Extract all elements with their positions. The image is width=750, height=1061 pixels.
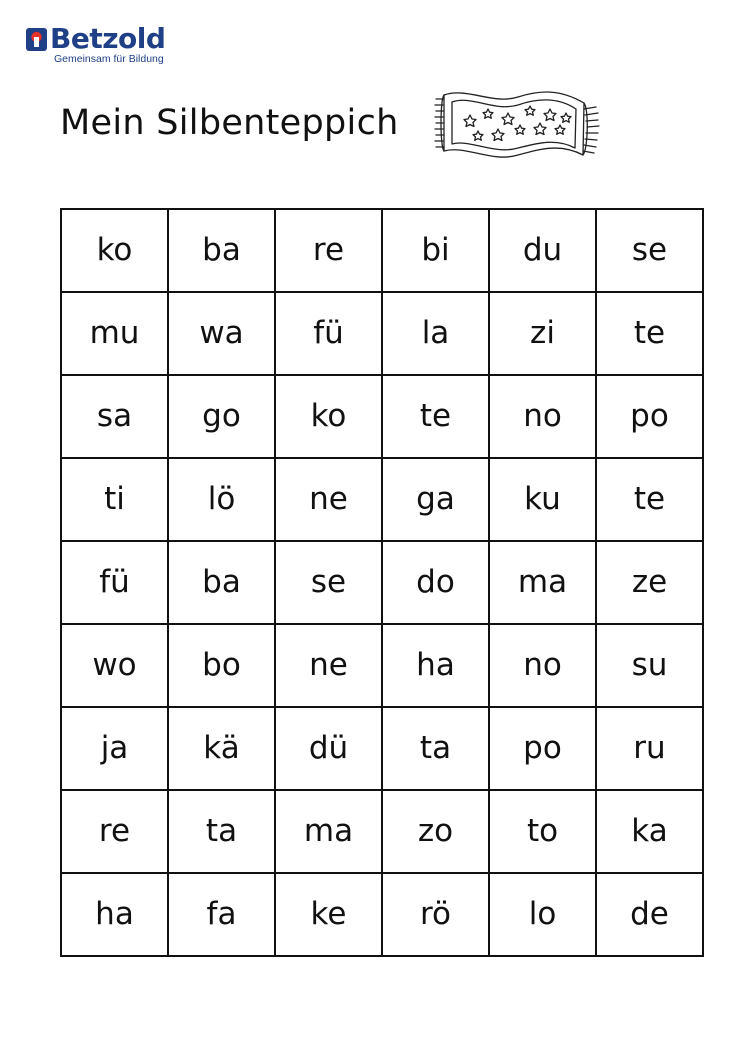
page-title: Mein Silbenteppich bbox=[60, 103, 399, 143]
syllable-cell: do bbox=[382, 541, 489, 624]
brand-name: Betzold bbox=[50, 22, 166, 55]
syllable-cell: no bbox=[489, 624, 596, 707]
syllable-cell: zo bbox=[382, 790, 489, 873]
syllable-cell: ha bbox=[382, 624, 489, 707]
syllable-cell: zi bbox=[489, 292, 596, 375]
syllable-cell: po bbox=[596, 375, 703, 458]
syllable-cell: bi bbox=[382, 209, 489, 292]
syllable-cell: ze bbox=[596, 541, 703, 624]
syllable-cell: ma bbox=[275, 790, 382, 873]
syllable-cell: fa bbox=[168, 873, 275, 956]
syllable-cell: ne bbox=[275, 458, 382, 541]
grid-row bbox=[61, 624, 703, 707]
syllable-cell: go bbox=[168, 375, 275, 458]
syllable-cell: ko bbox=[275, 375, 382, 458]
syllable-cell: ke bbox=[275, 873, 382, 956]
syllable-cell: kä bbox=[168, 707, 275, 790]
syllable-cell: ba bbox=[168, 209, 275, 292]
syllable-cell: mu bbox=[61, 292, 168, 375]
syllable-cell: ta bbox=[168, 790, 275, 873]
syllable-cell: ti bbox=[61, 458, 168, 541]
syllable-cell: te bbox=[596, 458, 703, 541]
syllable-cell: ja bbox=[61, 707, 168, 790]
syllable-cell: ba bbox=[168, 541, 275, 624]
syllable-cell: du bbox=[489, 209, 596, 292]
grid-row bbox=[61, 707, 703, 790]
syllable-cell: ne bbox=[275, 624, 382, 707]
syllable-grid bbox=[60, 208, 704, 957]
syllable-cell: se bbox=[275, 541, 382, 624]
grid-row bbox=[61, 209, 703, 292]
syllable-cell: ku bbox=[489, 458, 596, 541]
grid-row bbox=[61, 790, 703, 873]
syllable-cell: sa bbox=[61, 375, 168, 458]
brand-tagline: Gemeinsam für Bildung bbox=[54, 53, 164, 65]
syllable-cell: lo bbox=[489, 873, 596, 956]
syllable-cell: ko bbox=[61, 209, 168, 292]
syllable-cell: re bbox=[275, 209, 382, 292]
syllable-cell: po bbox=[489, 707, 596, 790]
syllable-cell: ta bbox=[382, 707, 489, 790]
syllable-cell: la bbox=[382, 292, 489, 375]
syllable-cell: ka bbox=[596, 790, 703, 873]
syllable-cell: wo bbox=[61, 624, 168, 707]
syllable-cell: no bbox=[489, 375, 596, 458]
syllable-cell: ha bbox=[61, 873, 168, 956]
grid-row bbox=[61, 375, 703, 458]
grid-row bbox=[61, 292, 703, 375]
syllable-cell: se bbox=[596, 209, 703, 292]
syllable-cell: te bbox=[596, 292, 703, 375]
syllable-cell: te bbox=[382, 375, 489, 458]
syllable-cell: de bbox=[596, 873, 703, 956]
syllable-cell: re bbox=[61, 790, 168, 873]
grid-row bbox=[61, 541, 703, 624]
syllable-cell: rö bbox=[382, 873, 489, 956]
syllable-cell: ru bbox=[596, 707, 703, 790]
grid-row bbox=[61, 873, 703, 956]
flying-carpet-icon bbox=[434, 85, 600, 167]
syllable-grid-body bbox=[61, 209, 703, 956]
syllable-cell: lö bbox=[168, 458, 275, 541]
syllable-cell: fü bbox=[275, 292, 382, 375]
syllable-cell: ma bbox=[489, 541, 596, 624]
syllable-cell: dü bbox=[275, 707, 382, 790]
syllable-cell: to bbox=[489, 790, 596, 873]
syllable-cell: wa bbox=[168, 292, 275, 375]
syllable-cell: fü bbox=[61, 541, 168, 624]
syllable-cell: ga bbox=[382, 458, 489, 541]
syllable-cell: su bbox=[596, 624, 703, 707]
syllable-cell: bo bbox=[168, 624, 275, 707]
brand-logo bbox=[26, 22, 206, 66]
betzold-logo-icon bbox=[26, 28, 47, 51]
grid-row bbox=[61, 458, 703, 541]
